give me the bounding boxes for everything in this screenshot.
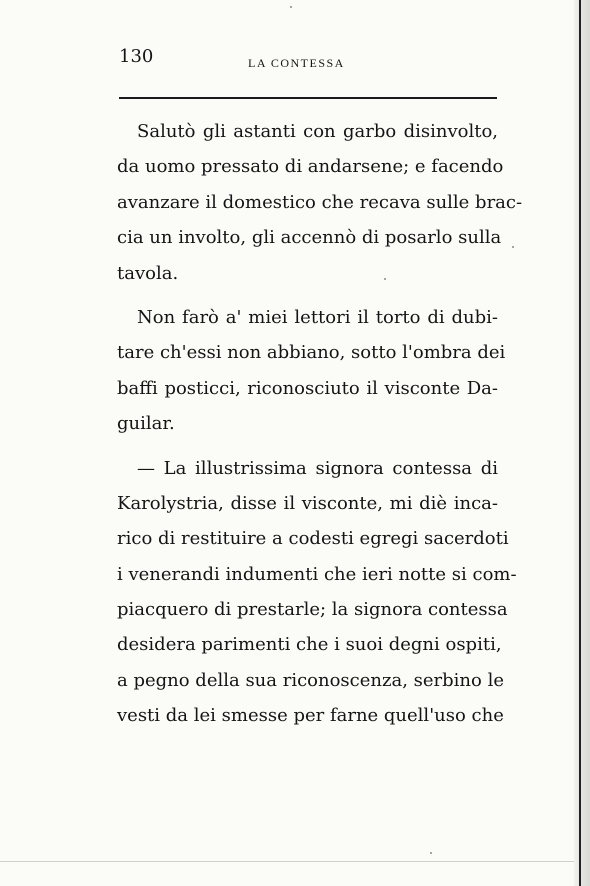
paragraph-1 [117,114,523,291]
text-line: guilar. [117,413,175,435]
text-line: tare ch'essi non abbiano, sotto l'ombra dei [117,342,506,364]
body-text [117,114,523,743]
text-line: a pegno della sua riconoscenza, serbino le [117,669,504,691]
text-line: vesti da lei smesse per farne quell'uso che [117,705,504,727]
text-line: Non farò a' miei lettori il torto di dubi- [137,306,498,328]
text-line: cia un involto, gli accennò di posarlo sulla [117,227,502,249]
text-line: Karolystria, disse il visconte, mi diè inca- [117,492,498,514]
text-line: da uomo pressato di andarsene; e facendo [117,156,504,178]
text-line: tavola. [117,262,179,284]
header-rule [119,97,497,99]
paragraph-3 [117,451,517,734]
paper-speck [512,246,514,248]
text-line: Salutò gli astanti con garbo disinvolto, [137,121,498,142]
page-bottom-edge [0,861,574,862]
text-line: rico di restituire a codesti egregi sacerdoti [117,528,509,550]
paper-speck [384,278,386,280]
page-header [119,46,499,76]
page-number: 130 [119,46,154,67]
paper-speck [430,852,432,854]
text-line: piacquero di prestarle; la signora contessa [117,599,508,621]
text-line: — La illustrissima signora contessa di [137,457,498,479]
paragraph-2 [117,300,506,442]
book-spine [574,0,590,886]
text-line: avanzare il domestico che recava sulle brac- [117,191,523,213]
paper-speck [290,6,292,8]
spine-edge-line [579,0,581,886]
text-line: desidera parimenti che i suoi degni ospiti, [117,634,502,656]
running-title: LA CONTESSA [248,56,345,70]
text-line: i venerandi indumenti che ieri notte si com- [117,563,517,585]
text-line: baffi posticci, riconosciuto il visconte Da- [117,377,498,399]
